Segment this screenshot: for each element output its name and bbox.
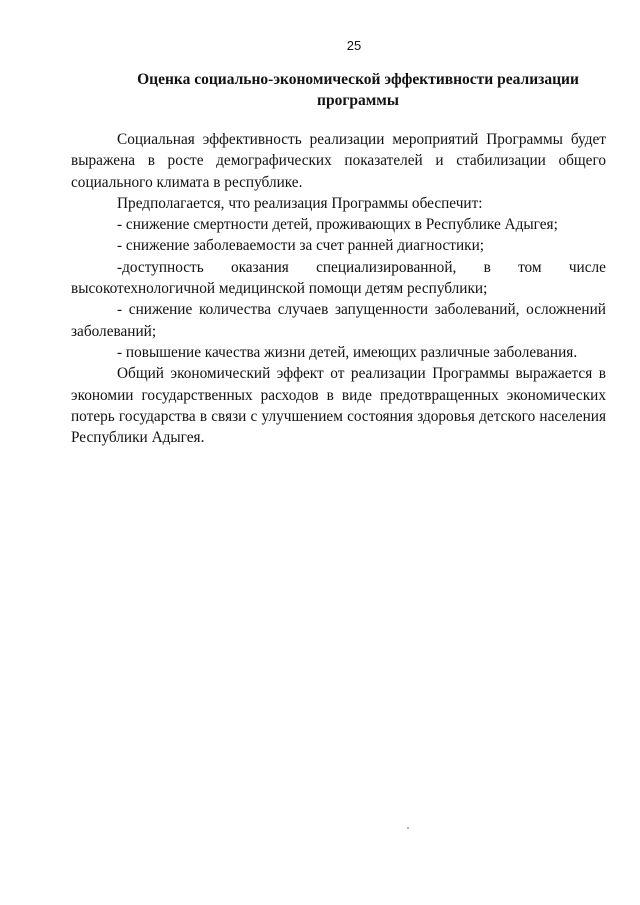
- section-title-line-2: программы: [317, 92, 399, 109]
- section-title: [120, 69, 596, 111]
- word: -доступность: [117, 258, 204, 276]
- paragraph-expected-results: Предполагается, что реализация Программы обеспечит:: [117, 194, 483, 212]
- paragraph-social-effect: Социальная эффективность реализации мероприятий Программы будет выражена в росте демографических показателей и стабилизации общего социального климата в республике.: [71, 131, 606, 191]
- list-item-accessibility: [71, 257, 606, 300]
- paragraph-economic-effect: Общий экономический эффект от реализации Программы выражается в экономии государственных расходов в виде предотвращенных экономических потерь государства в связи с улучшением состояния здоровья детского населения Республики Адыгея.: [71, 365, 606, 447]
- list-item-morbidity: - снижение заболеваемости за счет ранней диагностики;: [117, 237, 485, 255]
- page-number: 25: [346, 38, 362, 53]
- word: в: [483, 258, 491, 276]
- scan-artifact-dot: [407, 827, 409, 829]
- word: оказания: [230, 258, 289, 276]
- list-item-accessibility-line-1: [71, 257, 606, 278]
- word: том: [518, 258, 542, 276]
- list-item-quality-of-life: - повышение качества жизни детей, имеющих различные заболевания.: [117, 343, 578, 361]
- body-text: [71, 129, 606, 448]
- section-title-line-1: Оценка социально-экономической эффективности реализации: [137, 71, 579, 88]
- word: специализированной,: [316, 258, 457, 276]
- word: числе: [568, 258, 606, 276]
- list-item-accessibility-line-2: высокотехнологичной медицинской помощи детям республики;: [71, 280, 488, 298]
- list-item-mortality: - снижение смертности детей, проживающих в Республике Адыгея;: [117, 216, 558, 234]
- list-item-neglected-cases: - снижение количества случаев запущенности заболеваний, осложнений заболеваний;: [71, 301, 606, 340]
